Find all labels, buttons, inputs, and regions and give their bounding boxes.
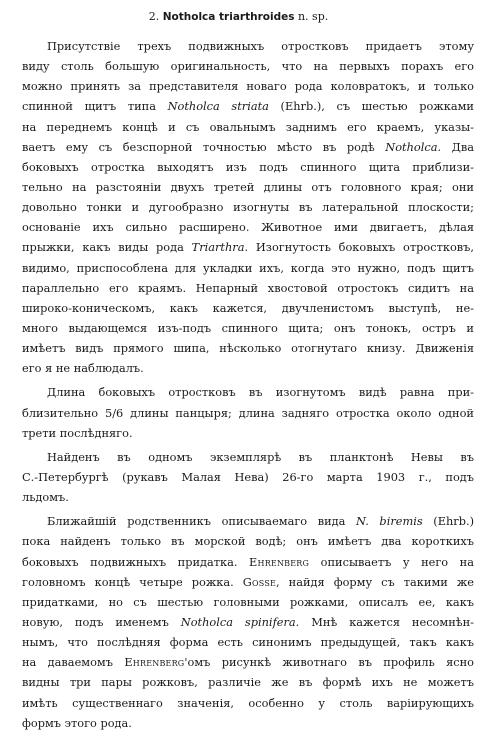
paragraph xyxy=(22,36,474,378)
text-line xyxy=(22,117,474,137)
text-run: близительно 5/6 длины панцыря; длина задняго отростка около одной xyxy=(22,405,474,420)
text-run: нымъ, что послѣдняя форма есть синонимъ предыдущей, такъ какъ xyxy=(22,635,474,650)
text-run: льдомъ. xyxy=(22,490,69,505)
text-run: боковыхъ отростка выходятъ изъ подъ спинного щита приблизи- xyxy=(22,159,474,174)
italic-term: Triarthra. xyxy=(191,240,249,255)
text-line xyxy=(22,197,474,217)
text-run: описываетъ у него на xyxy=(309,554,474,569)
text-run: Изогнутость боковыхъ отростковъ, xyxy=(248,240,474,255)
text-run: (Ehrb.) xyxy=(422,514,474,529)
text-line xyxy=(22,382,474,402)
text-line xyxy=(22,76,474,96)
text-run: видны три пары рожковъ, различiе же въ формѣ ихъ не можетъ xyxy=(22,675,474,690)
italic-term: Notholca spinifera. xyxy=(180,614,300,629)
author-name: Gosse xyxy=(242,574,277,589)
document-body xyxy=(22,36,474,733)
italic-term: N. biremis xyxy=(356,514,423,529)
text-line xyxy=(22,672,474,692)
text-run: Ближайшiй родственникъ описываемаго вида xyxy=(47,514,357,529)
text-line xyxy=(22,177,474,197)
text-run: прыжки, какъ виды рода xyxy=(22,240,192,255)
text-run: довольно тонки и дугообразно изогнуты въ латеральной плоскости; xyxy=(22,200,474,215)
text-line xyxy=(22,487,474,507)
paragraph xyxy=(22,382,474,442)
text-line xyxy=(22,531,474,551)
text-line xyxy=(22,447,474,467)
text-line xyxy=(22,56,474,76)
text-run: тельно на разстоянiи двухъ третей длины отъ головного края; они xyxy=(22,179,474,194)
text-line xyxy=(22,36,474,56)
text-run: на даваемомъ xyxy=(22,655,125,670)
text-run: широко-коническомъ, какъ кажется, двучленистомъ выступѣ, не- xyxy=(22,300,474,315)
text-line xyxy=(22,217,474,237)
section-heading xyxy=(0,10,477,23)
text-line xyxy=(22,157,474,177)
author-name: Ehrenberg xyxy=(124,655,185,670)
text-line xyxy=(22,511,474,531)
paragraph xyxy=(22,447,474,507)
text-run: Длина боковыхъ отростковъ въ изогнутомъ видѣ равна при- xyxy=(47,385,474,400)
text-run: трети послѣдняго. xyxy=(22,425,133,440)
author-name: Ehrenberg xyxy=(249,554,310,569)
text-line xyxy=(22,358,474,378)
text-run: его я не наблюдалъ. xyxy=(22,361,144,376)
text-run: видимо, приспособлена для укладки ихъ, когда это нужно, подъ щитъ xyxy=(22,260,474,275)
text-line xyxy=(22,612,474,632)
text-line xyxy=(22,592,474,612)
text-line xyxy=(22,338,474,358)
text-run: на переднемъ концѣ и съ овальнымъ заднимъ его краемъ, указы- xyxy=(22,119,474,134)
text-line xyxy=(22,278,474,298)
text-line xyxy=(22,298,474,318)
text-run: параллельно его краямъ. Непарный хвостовой отростокъ сидитъ на xyxy=(22,280,474,295)
italic-term: Notholca. xyxy=(385,139,442,154)
italic-term: Notholca striata xyxy=(167,99,269,114)
text-line xyxy=(22,423,474,443)
text-run: основанiе ихъ сильно расширено. Животное ими двигаетъ, дѣлая xyxy=(22,220,474,235)
text-run: (Ehrb.), съ шестью рожками xyxy=(268,99,474,114)
text-run: Присутствiе трехъ подвижныхъ отростковъ придаетъ этому xyxy=(47,39,474,53)
text-run: новую, подъ именемъ xyxy=(22,614,181,629)
text-run: 'омъ рисункѣ животнаго въ профиль ясно xyxy=(184,655,474,670)
text-run: Два xyxy=(441,139,474,154)
text-line xyxy=(22,552,474,572)
text-run: боковыхъ подвижныхъ придатка. xyxy=(22,554,250,569)
text-line xyxy=(22,318,474,338)
text-line xyxy=(22,467,474,487)
text-line xyxy=(22,237,474,257)
text-run: много выдающемся изъ-подъ спинного щита; онъ тонокъ, остръ и xyxy=(22,320,474,335)
text-line xyxy=(22,572,474,592)
species-suffix: n. sp. xyxy=(297,10,329,23)
species-name: Notholca triarthroides xyxy=(162,11,295,23)
text-line xyxy=(22,137,474,157)
text-run: имѣетъ видъ прямого шипа, нѣсколько отогнутаго книзу. Движенiя xyxy=(22,341,474,356)
text-run: С.-Петербургѣ (рукавъ Малая Нева) 26-го марта 1903 г., подъ xyxy=(22,469,474,484)
text-run: ваетъ ему съ безспорной точностью мѣсто въ родѣ xyxy=(22,139,386,154)
text-run: имѣть существеннаго значенiя, особенно у столь варiирующихъ xyxy=(22,695,474,710)
text-run: , найдя форму съ такими же xyxy=(276,574,474,589)
text-run: Мнѣ кажется несомнѣн- xyxy=(299,614,474,629)
text-line xyxy=(22,96,474,116)
text-run: пока найденъ только въ морской водѣ; онъ имѣетъ два короткихъ xyxy=(22,534,474,549)
text-run: спинной щитъ типа xyxy=(22,99,168,114)
text-run: можно принять за представителя новаго рода коловратокъ, и только xyxy=(22,79,474,94)
text-run: формъ этого рода. xyxy=(22,715,132,730)
text-line xyxy=(22,713,474,733)
text-line xyxy=(22,258,474,278)
text-run: виду столь большую оригинальность, что на первыхъ порахъ его xyxy=(22,59,474,74)
text-run: придатками, но съ шестью головными рожками, описалъ ее, какъ xyxy=(22,594,474,609)
text-run: головномъ концѣ четыре рожка. xyxy=(22,574,243,589)
text-line xyxy=(22,652,474,672)
text-line xyxy=(22,403,474,423)
text-run: Найденъ въ одномъ экземплярѣ въ планктонѣ Невы въ xyxy=(47,449,474,464)
section-number: 2. xyxy=(148,10,160,23)
text-line xyxy=(22,632,474,652)
text-line xyxy=(22,693,474,713)
